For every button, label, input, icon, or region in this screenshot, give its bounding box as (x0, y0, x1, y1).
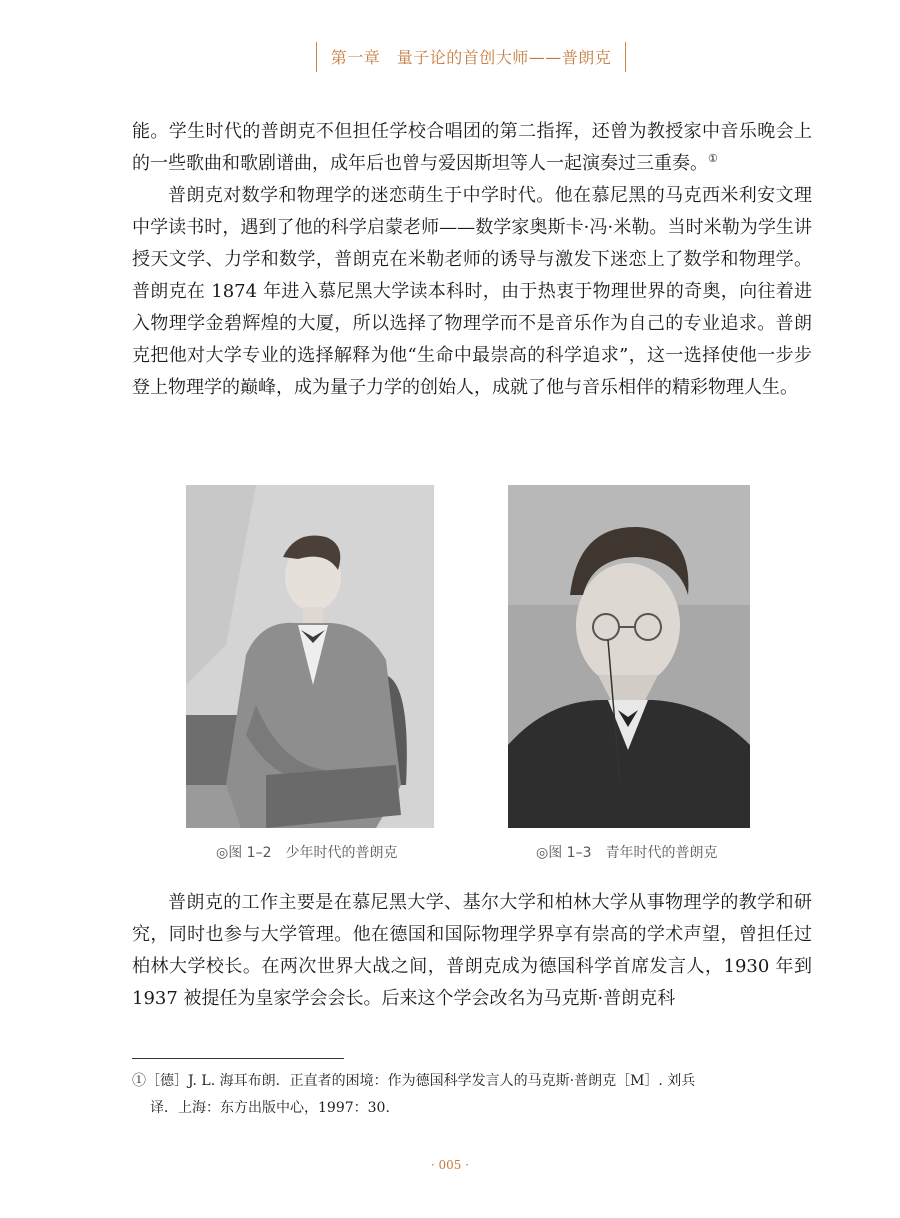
paragraph-3: 普朗克的工作主要是在慕尼黑大学、基尔大学和柏林大学从事物理学的教学和研究，同时也参与大学管理。他在德国和国际物理学界享有崇高的学术声望，曾担任过柏林大学校长。在两次世界大战之间，普朗克成为德国科学首席发言人，1930 年到 1937 被提任为皇家学会会长。后来这个学会改名为马克斯·普朗克科 (132, 892, 812, 1009)
footnote-line-2: 译．上海：东方出版中心，1997：30. (150, 1100, 390, 1116)
paragraph-1 (132, 116, 812, 180)
photo-young-planck (186, 485, 434, 828)
footnote-ref[interactable]: ① (708, 152, 718, 165)
footnote-divider (132, 1058, 344, 1059)
paragraph-2: 普朗克对数学和物理学的迷恋萌生于中学时代。他在慕尼黑的马克西米利安文理中学读书时，遇到了他的科学启蒙老师——数学家奥斯卡·冯·米勒。当时米勒为学生讲授天文学、力学和数学，普朗克在米勒老师的诱导与激发下迷恋上了数学和物理学。普朗克在 1874 年进入慕尼黑大学读本科时，由于热衷于物理世界的奇奥，向往着进入物理学金碧辉煌的大厦，所以选择了物理学而不是音乐作为自己的专业追求。普朗克把他对大学专业的选择解释为他“生命中最崇高的科学追求”，这一选择使他一步步登上物理学的巅峰，成为量子力学的创始人，成就了他与音乐相伴的精彩物理人生。 (132, 185, 812, 398)
page-number: · 005 · (430, 1158, 470, 1172)
header-left-rule (316, 42, 317, 72)
figure-caption-1: ◎图 1–2 少年时代的普朗克 (216, 845, 398, 861)
running-header (316, 38, 626, 74)
footnote-line-1: ①［德］J. L. 海耳布朗．正直者的困境：作为德国科学发言人的马克斯·普朗克［M］. 刘兵 (132, 1073, 696, 1089)
photo-adult-planck (508, 485, 750, 828)
footnote (132, 1068, 822, 1122)
figure-caption-2: ◎图 1–3 青年时代的普朗克 (536, 845, 718, 861)
header-right-rule (625, 42, 626, 72)
photo-young-planck-illustration (186, 485, 434, 828)
photo-adult-planck-illustration (508, 485, 750, 828)
paragraph-1-text: 能。学生时代的普朗克不但担任学校合唱团的第二指挥，还曾为教授家中音乐晚会上的一些歌曲和歌剧谱曲，成年后也曾与爱因斯坦等人一起演奏过三重奏。 (132, 121, 812, 174)
chapter-title: 第一章 量子论的首创大师——普朗克 (330, 47, 612, 67)
